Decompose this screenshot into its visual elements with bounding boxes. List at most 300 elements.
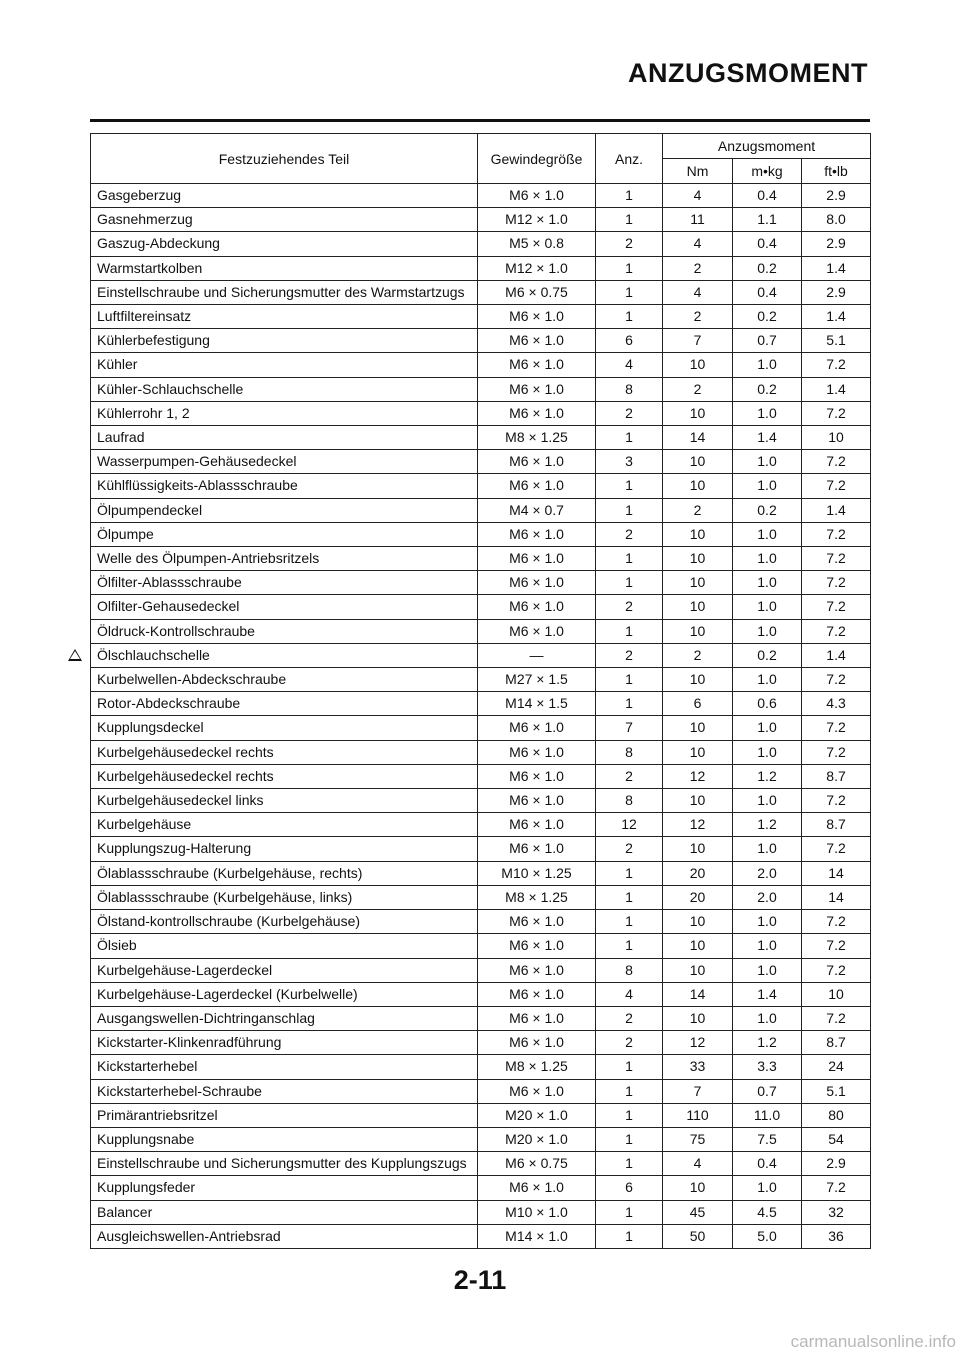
cell-part: Gasnehmerzug — [91, 208, 478, 232]
cell-qty: 2 — [596, 401, 663, 425]
cell-part: Kurbelgehäuse-Lagerdeckel (Kurbelwelle) — [91, 982, 478, 1006]
cell-thread: M4 × 0.7 — [478, 498, 596, 522]
cell-ftlb: 80 — [802, 1103, 871, 1127]
table-row — [91, 740, 871, 764]
cell-part: Kühler — [91, 353, 478, 377]
cell-ftlb: 24 — [802, 1055, 871, 1079]
cell-part: Balancer — [91, 1200, 478, 1224]
cell-nm: 4 — [663, 232, 733, 256]
cell-ftlb: 7.2 — [802, 450, 871, 474]
table-row — [91, 1055, 871, 1079]
cell-part: Gasgeberzug — [91, 184, 478, 208]
cell-part: Ölpumpendeckel — [91, 498, 478, 522]
cell-mkg: 1.0 — [733, 668, 802, 692]
table-row — [91, 232, 871, 256]
table-row — [91, 256, 871, 280]
cell-qty: 8 — [596, 377, 663, 401]
cell-thread: M6 × 1.0 — [478, 571, 596, 595]
cell-part: Welle des Ölpumpen-Antriebsritzels — [91, 547, 478, 571]
cell-mkg: 0.2 — [733, 643, 802, 667]
cell-qty: 1 — [596, 861, 663, 885]
col-header-mkg: m•kg — [733, 159, 802, 184]
cell-thread: M8 × 1.25 — [478, 426, 596, 450]
table-row — [91, 1152, 871, 1176]
header-rule — [90, 119, 870, 122]
table-row — [91, 498, 871, 522]
cell-ftlb: 1.4 — [802, 643, 871, 667]
cell-mkg: 0.4 — [733, 280, 802, 304]
cell-nm: 11 — [663, 208, 733, 232]
cell-mkg: 5.0 — [733, 1224, 802, 1248]
cell-ftlb: 14 — [802, 861, 871, 885]
table-row — [91, 716, 871, 740]
cell-ftlb: 8.7 — [802, 764, 871, 788]
cell-ftlb: 5.1 — [802, 1079, 871, 1103]
cell-part: Laufrad — [91, 426, 478, 450]
cell-thread: M6 × 1.0 — [478, 547, 596, 571]
cell-part: Kurbelgehäusedeckel rechts — [91, 740, 478, 764]
cell-ftlb: 7.2 — [802, 401, 871, 425]
cell-thread: M27 × 1.5 — [478, 668, 596, 692]
cell-ftlb: 7.2 — [802, 934, 871, 958]
cell-thread: M10 × 1.25 — [478, 861, 596, 885]
cell-nm: 10 — [663, 740, 733, 764]
cell-qty: 7 — [596, 716, 663, 740]
cell-thread: M6 × 1.0 — [478, 813, 596, 837]
cell-ftlb: 7.2 — [802, 595, 871, 619]
cell-thread: M6 × 0.75 — [478, 280, 596, 304]
cell-nm: 10 — [663, 619, 733, 643]
cell-part: Kühlerbefestigung — [91, 329, 478, 353]
cell-ftlb: 7.2 — [802, 619, 871, 643]
cell-nm: 14 — [663, 982, 733, 1006]
cell-ftlb: 4.3 — [802, 692, 871, 716]
cell-part: Ölfilter-Ablassschraube — [91, 571, 478, 595]
cell-ftlb: 7.2 — [802, 1176, 871, 1200]
cell-ftlb: 2.9 — [802, 1152, 871, 1176]
cell-mkg: 1.0 — [733, 910, 802, 934]
cell-mkg: 0.6 — [733, 692, 802, 716]
cell-qty: 2 — [596, 837, 663, 861]
cell-part: Primärantriebsritzel — [91, 1103, 478, 1127]
cell-thread: M14 × 1.0 — [478, 1224, 596, 1248]
cell-mkg: 1.0 — [733, 522, 802, 546]
table-row — [91, 813, 871, 837]
cell-thread: M6 × 1.0 — [478, 450, 596, 474]
cell-nm: 75 — [663, 1127, 733, 1151]
cell-ftlb: 2.9 — [802, 280, 871, 304]
cell-qty: 1 — [596, 256, 663, 280]
cell-part: Ölstand-kontrollschraube (Kurbelgehäuse) — [91, 910, 478, 934]
cell-part: Einstellschraube und Sicherungsmutter des Warmstartzugs — [91, 280, 478, 304]
cell-nm: 10 — [663, 668, 733, 692]
table-row — [91, 982, 871, 1006]
cell-part: Ausgangswellen-Dichtringanschlag — [91, 1006, 478, 1030]
cell-thread: M6 × 1.0 — [478, 474, 596, 498]
cell-qty: 1 — [596, 934, 663, 958]
cell-nm: 10 — [663, 401, 733, 425]
cell-part: Ölschlauchschelle — [91, 643, 478, 667]
table-row — [91, 280, 871, 304]
table-row — [91, 1176, 871, 1200]
cell-nm: 10 — [663, 522, 733, 546]
page-number: 2-11 — [453, 1265, 507, 1295]
cell-nm: 7 — [663, 329, 733, 353]
cell-qty: 2 — [596, 1006, 663, 1030]
cell-mkg: 1.4 — [733, 982, 802, 1006]
cell-qty: 1 — [596, 1055, 663, 1079]
cell-nm: 2 — [663, 256, 733, 280]
table-row — [91, 885, 871, 909]
cell-part: Kickstarterhebel — [91, 1055, 478, 1079]
cell-part: Ölpumpe — [91, 522, 478, 546]
cell-qty: 6 — [596, 329, 663, 353]
cell-nm: 10 — [663, 1176, 733, 1200]
cell-qty: 6 — [596, 1176, 663, 1200]
cell-ftlb: 7.2 — [802, 353, 871, 377]
cell-ftlb: 7.2 — [802, 910, 871, 934]
cell-qty: 1 — [596, 1079, 663, 1103]
cell-nm: 4 — [663, 1152, 733, 1176]
cell-mkg: 1.2 — [733, 764, 802, 788]
cell-ftlb: 10 — [802, 426, 871, 450]
cell-qty: 1 — [596, 692, 663, 716]
cell-ftlb: 14 — [802, 885, 871, 909]
cell-nm: 14 — [663, 426, 733, 450]
table-row — [91, 450, 871, 474]
cell-qty: 1 — [596, 571, 663, 595]
cell-qty: 1 — [596, 1152, 663, 1176]
cell-thread: M6 × 1.0 — [478, 595, 596, 619]
cell-part: Kurbelgehäusedeckel links — [91, 789, 478, 813]
cell-part: Kühlerrohr 1, 2 — [91, 401, 478, 425]
cell-ftlb: 32 — [802, 1200, 871, 1224]
table-row — [91, 184, 871, 208]
cell-mkg: 0.7 — [733, 329, 802, 353]
table-row — [91, 1006, 871, 1030]
cell-ftlb: 7.2 — [802, 958, 871, 982]
cell-mkg: 2.0 — [733, 885, 802, 909]
table-row — [91, 377, 871, 401]
table-row — [91, 764, 871, 788]
col-header-part: Festzuziehendes Teil — [91, 134, 478, 184]
table-row — [91, 837, 871, 861]
cell-qty: 1 — [596, 208, 663, 232]
cell-nm: 33 — [663, 1055, 733, 1079]
cell-nm: 10 — [663, 789, 733, 813]
table-row — [91, 329, 871, 353]
cell-mkg: 0.4 — [733, 232, 802, 256]
cell-thread: M6 × 1.0 — [478, 305, 596, 329]
cell-mkg: 1.2 — [733, 813, 802, 837]
cell-thread: M5 × 0.8 — [478, 232, 596, 256]
cell-thread: M6 × 1.0 — [478, 716, 596, 740]
cell-thread: M6 × 1.0 — [478, 910, 596, 934]
cell-qty: 1 — [596, 305, 663, 329]
cell-mkg: 0.4 — [733, 184, 802, 208]
cell-mkg: 1.0 — [733, 740, 802, 764]
cell-nm: 10 — [663, 910, 733, 934]
cell-ftlb: 7.2 — [802, 571, 871, 595]
cell-nm: 110 — [663, 1103, 733, 1127]
table-row — [91, 522, 871, 546]
cell-mkg: 0.2 — [733, 498, 802, 522]
cell-thread: M6 × 1.0 — [478, 789, 596, 813]
cell-nm: 10 — [663, 1006, 733, 1030]
cell-nm: 6 — [663, 692, 733, 716]
cell-part: Ausgleichswellen-Antriebsrad — [91, 1224, 478, 1248]
cell-mkg: 1.0 — [733, 450, 802, 474]
cell-qty: 2 — [596, 522, 663, 546]
cell-part: Kupplungsdeckel — [91, 716, 478, 740]
cell-ftlb: 7.2 — [802, 668, 871, 692]
cell-thread: M12 × 1.0 — [478, 208, 596, 232]
cell-qty: 1 — [596, 885, 663, 909]
cell-nm: 20 — [663, 861, 733, 885]
cell-qty: 2 — [596, 1031, 663, 1055]
cell-qty: 1 — [596, 474, 663, 498]
cell-mkg: 0.2 — [733, 377, 802, 401]
table-row — [91, 910, 871, 934]
cell-mkg: 0.2 — [733, 305, 802, 329]
cell-thread: M6 × 1.0 — [478, 1176, 596, 1200]
table-row — [91, 547, 871, 571]
cell-mkg: 0.2 — [733, 256, 802, 280]
cell-mkg: 1.0 — [733, 837, 802, 861]
cell-thread: M6 × 1.0 — [478, 740, 596, 764]
cell-nm: 7 — [663, 1079, 733, 1103]
cell-qty: 2 — [596, 595, 663, 619]
cell-ftlb: 54 — [802, 1127, 871, 1151]
cell-mkg: 1.0 — [733, 474, 802, 498]
cell-nm: 10 — [663, 353, 733, 377]
cell-nm: 10 — [663, 571, 733, 595]
cell-nm: 20 — [663, 885, 733, 909]
cell-nm: 2 — [663, 643, 733, 667]
cell-ftlb: 8.0 — [802, 208, 871, 232]
cell-part: Luftfiltereinsatz — [91, 305, 478, 329]
cell-qty: 3 — [596, 450, 663, 474]
cell-part: Rotor-Abdeckschraube — [91, 692, 478, 716]
cell-mkg: 1.1 — [733, 208, 802, 232]
cell-thread: M8 × 1.25 — [478, 1055, 596, 1079]
cell-thread: M6 × 1.0 — [478, 982, 596, 1006]
cell-nm: 2 — [663, 498, 733, 522]
cell-nm: 12 — [663, 813, 733, 837]
cell-thread: M6 × 1.0 — [478, 837, 596, 861]
cell-mkg: 2.0 — [733, 861, 802, 885]
cell-thread: M6 × 1.0 — [478, 958, 596, 982]
cell-qty: 1 — [596, 619, 663, 643]
cell-ftlb: 7.2 — [802, 789, 871, 813]
cell-ftlb: 10 — [802, 982, 871, 1006]
cell-ftlb: 7.2 — [802, 837, 871, 861]
table-row — [91, 305, 871, 329]
cell-part: Ölablassschraube (Kurbelgehäuse, links) — [91, 885, 478, 909]
cell-mkg: 3.3 — [733, 1055, 802, 1079]
col-header-torque: Anzugsmoment — [663, 134, 871, 159]
triangle-marker-icon — [68, 649, 82, 661]
cell-nm: 12 — [663, 764, 733, 788]
col-header-ftlb: ft•lb — [802, 159, 871, 184]
cell-nm: 2 — [663, 305, 733, 329]
cell-part: Kickstarter-Klinkenradführung — [91, 1031, 478, 1055]
col-header-nm: Nm — [663, 159, 733, 184]
cell-mkg: 1.0 — [733, 619, 802, 643]
cell-ftlb: 1.4 — [802, 256, 871, 280]
cell-mkg: 1.0 — [733, 595, 802, 619]
cell-mkg: 1.0 — [733, 934, 802, 958]
cell-mkg: 1.0 — [733, 401, 802, 425]
table-row — [91, 668, 871, 692]
cell-ftlb: 8.7 — [802, 813, 871, 837]
cell-part: Kühler-Schlauchschelle — [91, 377, 478, 401]
table-row — [91, 619, 871, 643]
table-row — [91, 474, 871, 498]
cell-qty: 1 — [596, 1200, 663, 1224]
cell-part: Kupplungsnabe — [91, 1127, 478, 1151]
cell-nm: 10 — [663, 450, 733, 474]
table-row — [91, 1103, 871, 1127]
cell-qty: 12 — [596, 813, 663, 837]
cell-qty: 1 — [596, 280, 663, 304]
table-row — [91, 958, 871, 982]
cell-part: Kupplungszug-Halterung — [91, 837, 478, 861]
cell-mkg: 4.5 — [733, 1200, 802, 1224]
cell-nm: 45 — [663, 1200, 733, 1224]
page-title: ANZUGSMOMENT — [628, 58, 868, 88]
cell-qty: 1 — [596, 910, 663, 934]
table-row — [91, 1127, 871, 1151]
cell-nm: 10 — [663, 595, 733, 619]
cell-nm: 10 — [663, 547, 733, 571]
cell-qty: 8 — [596, 789, 663, 813]
cell-thread: M6 × 1.0 — [478, 764, 596, 788]
cell-part: Wasserpumpen-Gehäusedeckel — [91, 450, 478, 474]
cell-part: Warmstartkolben — [91, 256, 478, 280]
cell-ftlb: 7.2 — [802, 1006, 871, 1030]
cell-nm: 10 — [663, 934, 733, 958]
cell-qty: 8 — [596, 958, 663, 982]
table-row — [91, 692, 871, 716]
cell-qty: 1 — [596, 668, 663, 692]
cell-thread: M6 × 1.0 — [478, 377, 596, 401]
cell-qty: 1 — [596, 426, 663, 450]
cell-nm: 4 — [663, 280, 733, 304]
cell-nm: 50 — [663, 1224, 733, 1248]
torque-table — [90, 133, 871, 1249]
cell-thread: M6 × 1.0 — [478, 329, 596, 353]
cell-ftlb: 1.4 — [802, 305, 871, 329]
cell-part: Kurbelgehäuse — [91, 813, 478, 837]
cell-thread: M6 × 1.0 — [478, 1006, 596, 1030]
cell-mkg: 1.0 — [733, 789, 802, 813]
cell-part: Olfilter-Gehausedeckel — [91, 595, 478, 619]
cell-qty: 1 — [596, 1103, 663, 1127]
cell-mkg: 1.0 — [733, 353, 802, 377]
cell-nm: 10 — [663, 958, 733, 982]
cell-ftlb: 1.4 — [802, 498, 871, 522]
cell-ftlb: 8.7 — [802, 1031, 871, 1055]
cell-mkg: 1.0 — [733, 1176, 802, 1200]
table-row — [91, 401, 871, 425]
col-header-thread: Gewindegröße — [478, 134, 596, 184]
cell-qty: 4 — [596, 982, 663, 1006]
cell-mkg: 11.0 — [733, 1103, 802, 1127]
cell-qty: 1 — [596, 1127, 663, 1151]
table-row — [91, 934, 871, 958]
cell-nm: 12 — [663, 1031, 733, 1055]
cell-ftlb: 2.9 — [802, 184, 871, 208]
cell-thread: M6 × 1.0 — [478, 934, 596, 958]
cell-thread: M10 × 1.0 — [478, 1200, 596, 1224]
watermark: carmanualsonline.info — [790, 1332, 956, 1351]
cell-ftlb: 7.2 — [802, 740, 871, 764]
cell-part: Kupplungsfeder — [91, 1176, 478, 1200]
table-row — [91, 426, 871, 450]
table-row — [91, 353, 871, 377]
table-header-row — [91, 134, 871, 159]
cell-part: Ölsieb — [91, 934, 478, 958]
cell-thread: M14 × 1.5 — [478, 692, 596, 716]
cell-mkg: 1.0 — [733, 547, 802, 571]
cell-thread: M6 × 1.0 — [478, 1031, 596, 1055]
cell-part: Gaszug-Abdeckung — [91, 232, 478, 256]
cell-ftlb: 1.4 — [802, 377, 871, 401]
table-row — [91, 571, 871, 595]
cell-thread: M6 × 1.0 — [478, 522, 596, 546]
cell-part: Öldruck-Kontrollschraube — [91, 619, 478, 643]
table-row — [91, 1031, 871, 1055]
table-row — [91, 208, 871, 232]
cell-thread: M6 × 1.0 — [478, 1079, 596, 1103]
cell-ftlb: 2.9 — [802, 232, 871, 256]
table-row — [91, 789, 871, 813]
cell-nm: 2 — [663, 377, 733, 401]
cell-part: Kühlflüssigkeits-Ablassschraube — [91, 474, 478, 498]
cell-nm: 10 — [663, 837, 733, 861]
cell-ftlb: 7.2 — [802, 474, 871, 498]
cell-qty: 1 — [596, 1224, 663, 1248]
cell-thread: M6 × 1.0 — [478, 184, 596, 208]
cell-thread: M6 × 0.75 — [478, 1152, 596, 1176]
cell-nm: 10 — [663, 474, 733, 498]
table-row — [91, 643, 871, 667]
cell-part: Kurbelwellen-Abdeckschraube — [91, 668, 478, 692]
table-row — [91, 1079, 871, 1103]
cell-ftlb: 7.2 — [802, 716, 871, 740]
cell-thread: M20 × 1.0 — [478, 1103, 596, 1127]
cell-thread: M12 × 1.0 — [478, 256, 596, 280]
cell-thread: — — [478, 643, 596, 667]
cell-nm: 10 — [663, 716, 733, 740]
cell-mkg: 1.0 — [733, 571, 802, 595]
cell-mkg: 1.0 — [733, 1006, 802, 1030]
cell-thread: M8 × 1.25 — [478, 885, 596, 909]
cell-mkg: 1.0 — [733, 716, 802, 740]
table-row — [91, 595, 871, 619]
cell-mkg: 1.0 — [733, 958, 802, 982]
cell-qty: 1 — [596, 547, 663, 571]
cell-qty: 1 — [596, 184, 663, 208]
cell-qty: 2 — [596, 232, 663, 256]
cell-ftlb: 7.2 — [802, 547, 871, 571]
cell-mkg: 7.5 — [733, 1127, 802, 1151]
cell-nm: 4 — [663, 184, 733, 208]
cell-thread: M20 × 1.0 — [478, 1127, 596, 1151]
cell-qty: 2 — [596, 643, 663, 667]
cell-qty: 8 — [596, 740, 663, 764]
